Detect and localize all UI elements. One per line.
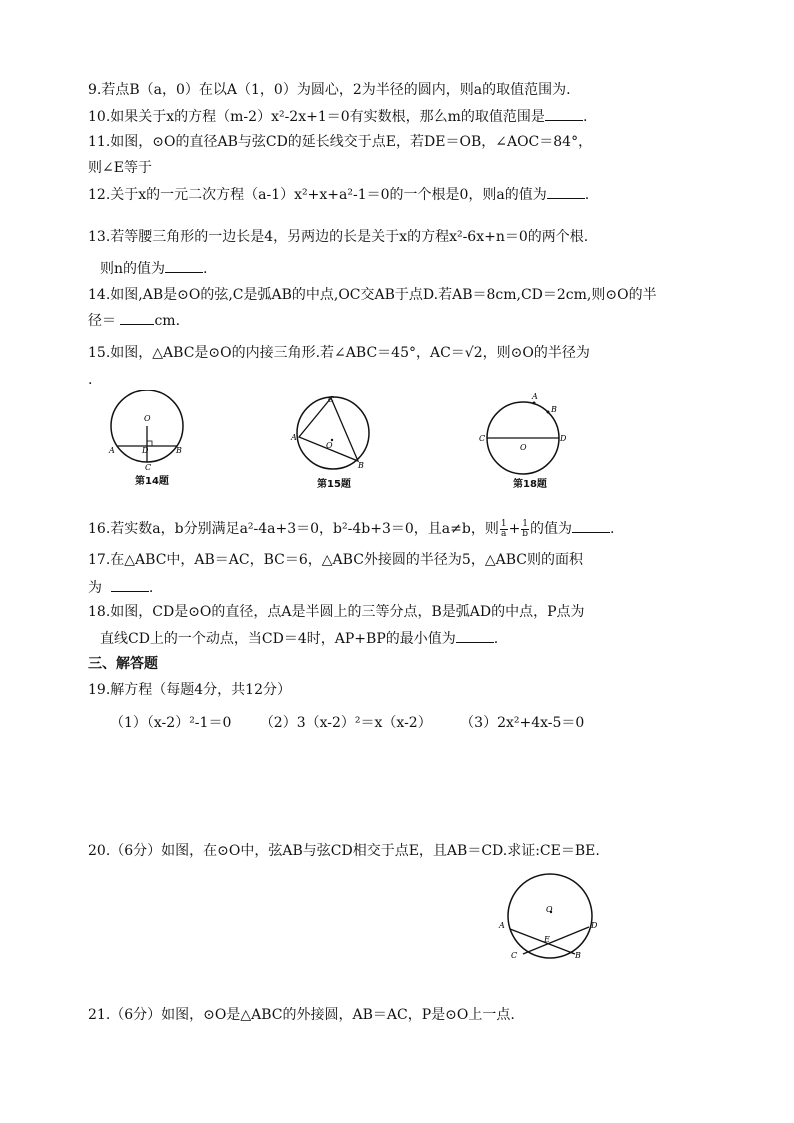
equation-1: （1）（x-2）²-1＝0 bbox=[110, 715, 232, 731]
question-16-tail: 的值为 bbox=[530, 521, 573, 537]
question-14-line-1: 14.如图,AB是⊙O的弦,C是弧AB的中点,OC交AB于点D.若AB＝8cm,CD＝2cm,则⊙O的半 bbox=[88, 287, 657, 303]
question-17-line-1: 17.在△ABC中，AB＝AC，BC＝6，△ABC外接圆的半径为5，△ABC则的面积 bbox=[88, 552, 583, 568]
question-16-text: 16.若实数a，b分别满足a²-4a+3＝0，b²-4b+3＝0，且a≠b，则 bbox=[88, 521, 499, 537]
question-19-title: 19.解方程（每题4分，共12分） bbox=[88, 682, 291, 698]
question-14-unit: cm. bbox=[154, 313, 181, 329]
question-11-line-1: 11.如图，⊙O的直径AB与弦CD的延长线交于点E，若DE＝OB，∠AOC＝84°， bbox=[88, 134, 593, 150]
answer-blank[interactable] bbox=[120, 311, 154, 325]
question-14-text: 径＝ bbox=[88, 313, 116, 329]
answer-blank[interactable] bbox=[572, 519, 610, 533]
figure-20 bbox=[495, 872, 605, 967]
question-17-line-2: 为 . bbox=[88, 580, 154, 596]
figure-14-caption: 第14题 bbox=[135, 476, 169, 487]
question-13-text: 则n的值为 bbox=[100, 261, 166, 277]
answer-blank[interactable] bbox=[456, 629, 494, 643]
fraction-1-over-a: $\frac{1}{a}$ bbox=[500, 518, 507, 539]
question-16: 16.若实数a，b分别满足a²-4a+3＝0，b²-4b+3＝0，且a≠b，则 $\frac{1}{a}$ + $\frac{1}{b}$ 的值为 . bbox=[88, 518, 615, 539]
label-B: B bbox=[551, 405, 557, 414]
answer-blank[interactable] bbox=[545, 107, 583, 121]
figure-18-caption: 第18题 bbox=[513, 479, 547, 490]
label-O: O bbox=[546, 905, 553, 914]
label-A: A bbox=[109, 446, 115, 455]
label-B: B bbox=[358, 461, 364, 470]
label-O: O bbox=[144, 414, 151, 423]
question-20: 20.（6分）如图，在⊙O中，弦AB与弦CD相交于点E，且AB＝CD.求证:CE＝BE. bbox=[88, 843, 600, 859]
question-15-line-1: 15.如图，△ABC是⊙O的内接三角形.若∠ABC＝45°，AC＝√2，则⊙O的半径为 bbox=[88, 345, 590, 361]
label-D: D bbox=[142, 446, 149, 455]
question-11-line-2: 则∠E等于 bbox=[88, 160, 152, 176]
label-A: A bbox=[291, 433, 297, 442]
label-D: D bbox=[591, 921, 598, 930]
answer-blank[interactable] bbox=[547, 185, 585, 199]
label-C: C bbox=[479, 434, 486, 443]
question-13-line-1: 13.若等腰三角形的一边长是4，另两边的长是关于x的方程x²-6x+n＝0的两个根. bbox=[88, 229, 589, 245]
label-A: A bbox=[499, 921, 505, 930]
label-E: E bbox=[544, 935, 550, 944]
label-O: O bbox=[520, 443, 527, 452]
label-C: C bbox=[145, 463, 152, 470]
label-A: A bbox=[532, 393, 538, 401]
figure-15-caption: 第15题 bbox=[317, 479, 351, 490]
answer-blank[interactable] bbox=[111, 578, 149, 592]
question-18-line-2: 直线CD上的一个动点，当CD＝4时，AP+BP的最小值为 . bbox=[100, 631, 499, 647]
label-D: D bbox=[560, 434, 567, 443]
question-21: 21.（6分）如图，⊙O是△ABC的外接圆，AB＝AC，P是⊙O上一点. bbox=[88, 1007, 515, 1023]
question-9: 9.若点B（a，0）在以A（1，0）为圆心，2为半径的圆内，则a的取值范围为. bbox=[88, 82, 571, 98]
equation-3: （3）2x²+4x-5＝0 bbox=[460, 715, 585, 731]
figure-18 bbox=[478, 393, 578, 475]
fraction-1-over-b: $\frac{1}{b}$ bbox=[522, 518, 529, 539]
question-10-text: 10.如果关于x的方程（m-2）x²-2x+1＝0有实数根，那么m的取值范围是 bbox=[88, 109, 545, 125]
question-15-line-2: . bbox=[88, 372, 93, 388]
label-C: C bbox=[328, 395, 335, 404]
figure-14 bbox=[105, 390, 190, 470]
question-18-line-1: 18.如图，CD是⊙O的直径，点A是半圆上的三等分点，B是弧AD的中点，P点为 bbox=[88, 604, 585, 620]
section-heading: 三、解答题 bbox=[88, 656, 158, 672]
question-12: 12.关于x的一元二次方程（a-1）x²+x+a²-1＝0的一个根是0，则a的值为 . bbox=[88, 187, 590, 203]
question-19-equations bbox=[110, 714, 608, 732]
question-17-text: 为 bbox=[88, 580, 102, 596]
question-13-line-2: 则n的值为 . bbox=[100, 261, 208, 277]
answer-blank[interactable] bbox=[165, 259, 203, 273]
equation-2: （2）3（x-2）²＝x（x-2） bbox=[259, 715, 432, 731]
label-B: B bbox=[176, 446, 182, 455]
question-14-line-2 bbox=[88, 311, 180, 330]
figure-15 bbox=[290, 393, 375, 473]
question-10: 10.如果关于x的方程（m-2）x²-2x+1＝0有实数根，那么m的取值范围是 . bbox=[88, 109, 588, 125]
question-12-text: 12.关于x的一元二次方程（a-1）x²+x+a²-1＝0的一个根是0，则a的值为 bbox=[88, 187, 547, 203]
label-O: O bbox=[326, 441, 333, 450]
question-18-text: 直线CD上的一个动点，当CD＝4时，AP+BP的最小值为 bbox=[100, 631, 456, 647]
label-B: B bbox=[575, 951, 581, 960]
label-C: C bbox=[511, 951, 518, 960]
